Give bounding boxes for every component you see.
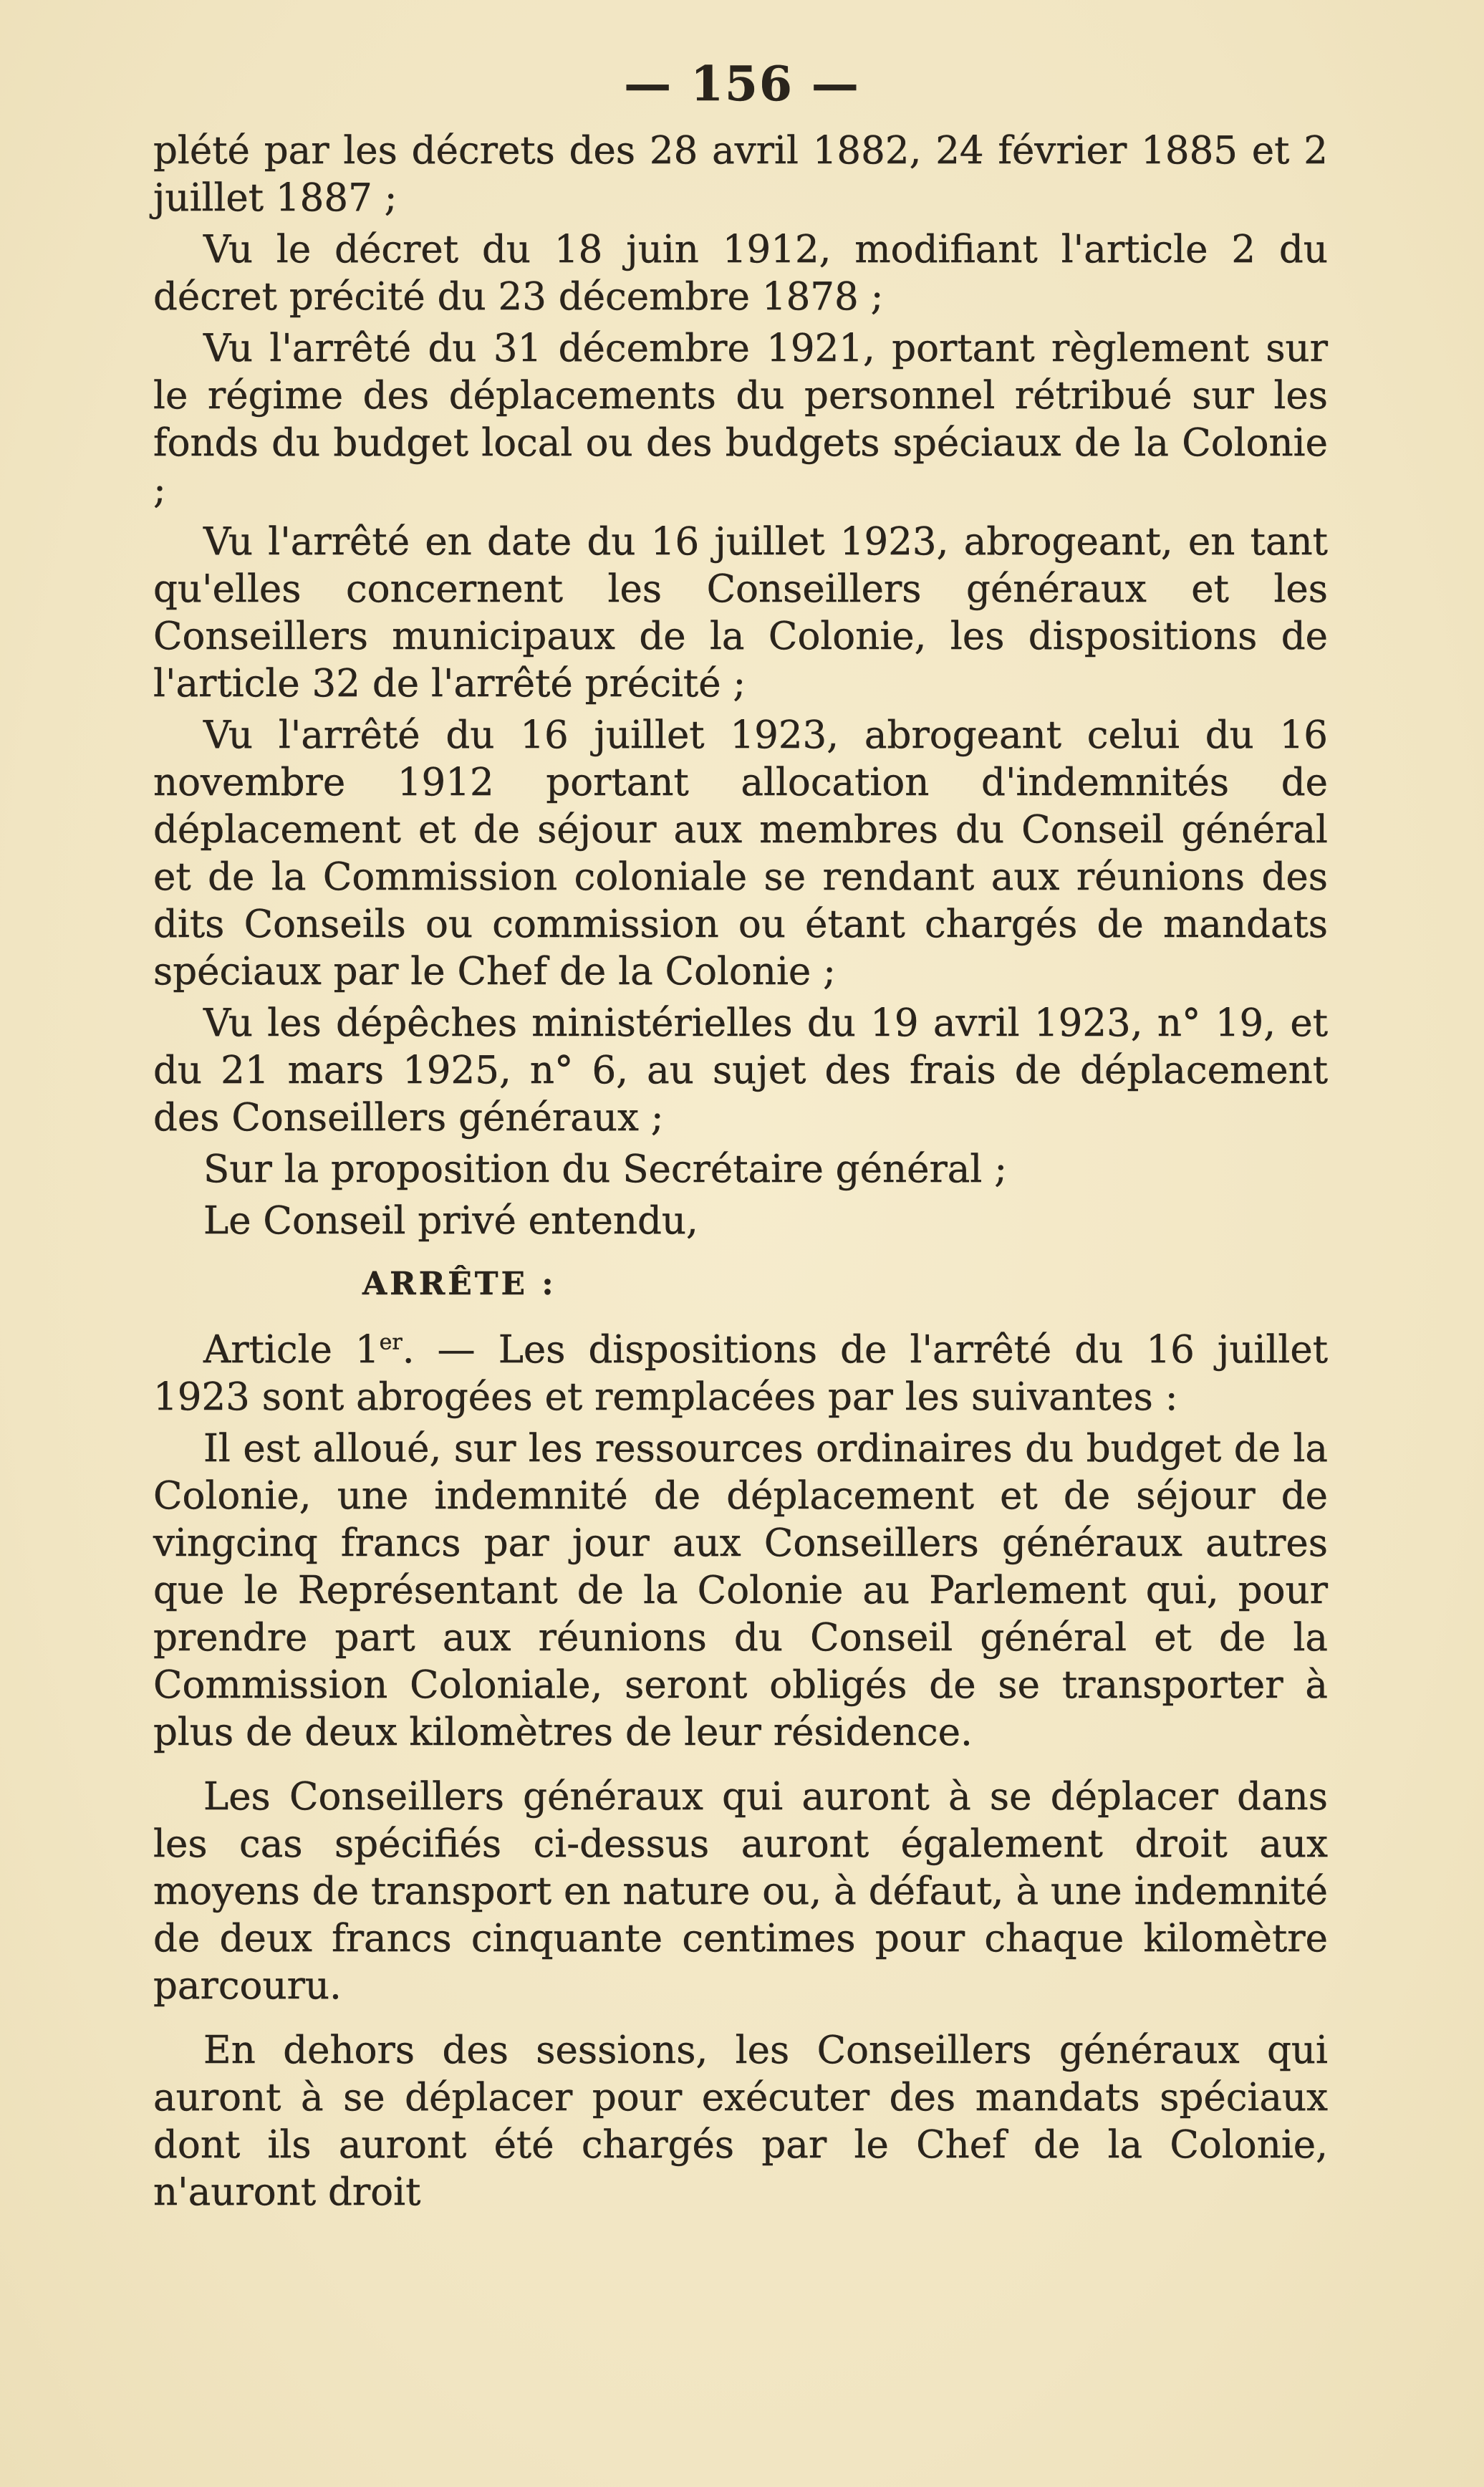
arrete-heading: ARRÊTE :: [362, 1266, 556, 1302]
paragraph-proposition: Sur la proposition du Secrétaire général ;: [203, 1148, 1008, 1191]
paragraph-continuation: plété par les décrets des 28 avril 1882, 24 février 1885 et 2 juillet 1887 ;: [153, 129, 1328, 220]
paragraph-conseil-prive: Le Conseil privé entendu,: [203, 1199, 698, 1243]
document-body: [153, 128, 1328, 2221]
article-label-sup: er: [379, 1329, 403, 1355]
paragraph-hors-sessions: En dehors des sessions, les Conseillers généraux qui auront à se déplacer pour exécuter des mandats spéciaux dont ils auront été chargés par le Chef de la Colonie, n'auront droit: [153, 2029, 1328, 2214]
paragraph-vu-arrete-16-juillet-1923-b: Vu l'arrêté du 16 juillet 1923, abrogeant celui du 16 novembre 1912 portant allocation d'indemnités de déplacement et de séjour aux membres du Conseil général et de la Commission coloniale se rendant aux réunions des dits Conseils ou commission ou étant chargés de mandats spéciaux par le Chef de la Colonie ;: [153, 713, 1328, 994]
paragraph-indemnite: Il est alloué, sur les ressources ordinaires du budget de la Colonie, une indemnité de déplacement et de séjour de vingcinq francs par jour aux Conseillers généraux autres que le Représentant de la Colonie au Parlement qui, pour prendre part aux réunions du Conseil général et de la Commission Coloniale, seront obligés de se transporter à plus de deux kilomètres de leur résidence.: [153, 1427, 1328, 1754]
article-text: . — Les dispositions de l'arrêté du 16 juillet 1923 sont abrogées et remplacées par les suivantes :: [153, 1328, 1328, 1419]
paragraph-vu-depeches: Vu les dépêches ministérielles du 19 avril 1923, n° 19, et du 21 mars 1925, n° 6, au sujet des frais de déplacement des Conseillers généraux ;: [153, 1001, 1328, 1140]
paragraph-vu-arrete-1921: Vu l'arrêté du 31 décembre 1921, portant règlement sur le régime des déplacements du personnel rétribué sur les fonds du budget local ou des budgets spéciaux de la Colonie ;: [153, 327, 1328, 512]
article-label: Article 1: [203, 1328, 380, 1372]
paragraph-vu-arrete-16-juillet-1923-a: Vu l'arrêté en date du 16 juillet 1923, abrogeant, en tant qu'elles concernent les Conseillers généraux et les Conseillers municipaux de la Colonie, les dispositions de l'article 32 de l'arrêté précité ;: [153, 520, 1328, 706]
article-1-paragraph: [153, 1327, 1328, 1421]
paragraph-transport: Les Conseillers généraux qui auront à se déplacer dans les cas spécifiés ci-dessus auront également droit aux moyens de transport en nature ou, à défaut, à une indemnité de deux francs cinquante centimes pour chaque kilomètre parcouru.: [153, 1775, 1328, 2008]
page-number: — 156 —: [624, 56, 860, 112]
paragraph-vu-decret-1912: Vu le décret du 18 juin 1912, modifiant l'article 2 du décret précité du 23 décembre 1878 ;: [153, 228, 1328, 319]
